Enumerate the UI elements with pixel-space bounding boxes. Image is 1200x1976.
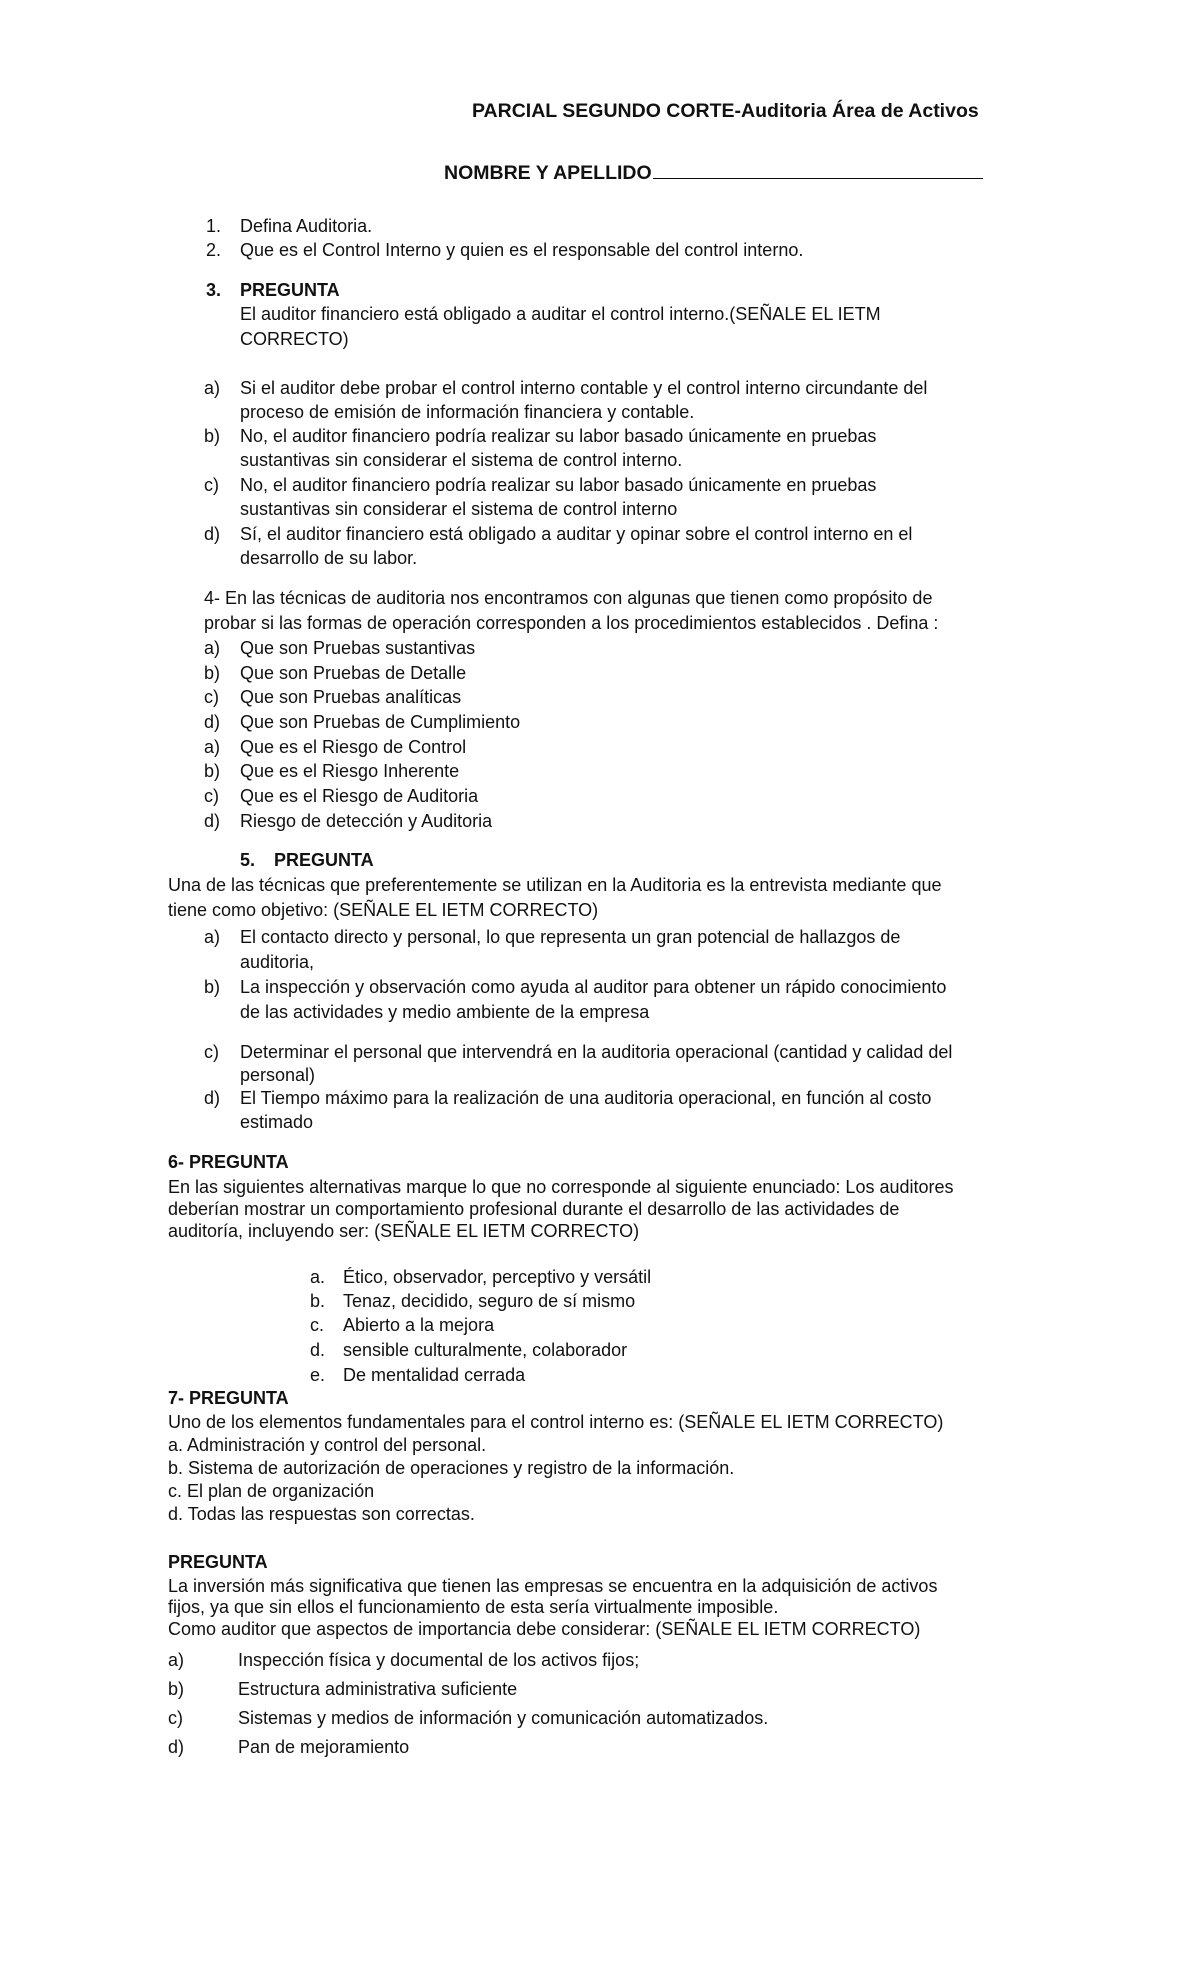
q3-option-letter: b): [204, 426, 221, 446]
q8-option-letter: c): [168, 1708, 183, 1728]
q5-option-line: de las actividades y medio ambiente de la empresa: [240, 1002, 650, 1022]
q3-number: 3.: [206, 280, 222, 300]
q4-item-letter: a): [204, 638, 221, 658]
q6-option-letter: a.: [310, 1267, 326, 1287]
q5-option-line: El contacto directo y personal, lo que representa un gran potencial de hallazgos de: [240, 927, 901, 947]
q5-number: 5.: [240, 850, 256, 870]
q7-stem: Uno de los elementos fundamentales para el control interno es: (SEÑALE EL IETM CORRECTO): [168, 1412, 944, 1432]
q3-option-letter: c): [204, 475, 219, 495]
q4-item-letter: a): [204, 737, 221, 757]
q4-item-letter: d): [204, 811, 221, 831]
q8-option-text: Inspección física y documental de los activos fijos;: [238, 1650, 640, 1670]
q3-option-line: No, el auditor financiero podría realizar su labor basado únicamente en pruebas: [240, 475, 877, 495]
q6-option-text: sensible culturalmente, colaborador: [343, 1340, 628, 1360]
q5-option-line: Determinar el personal que intervendrá en la auditoria operacional (cantidad y calidad del: [240, 1042, 953, 1062]
q4-stem-line: 4- En las técnicas de auditoria nos encontramos con algunas que tienen como propósito de: [204, 588, 933, 608]
q6-option-text: De mentalidad cerrada: [343, 1365, 526, 1385]
q4-item-text: Riesgo de detección y Auditoria: [240, 811, 493, 831]
q6-stem-line: deberían mostrar un comportamiento profesional durante el desarrollo de las actividades de: [168, 1199, 900, 1219]
q7-option: c. El plan de organización: [168, 1481, 375, 1501]
q4-item-letter: c): [204, 687, 219, 707]
q5-option-letter: c): [204, 1042, 219, 1062]
q5-option-line: El Tiempo máximo para la realización de una auditoria operacional, en función al costo: [240, 1088, 932, 1108]
q5-stem-line: Una de las técnicas que preferentemente se utilizan en la Auditoria es la entrevista mediante que: [168, 875, 942, 895]
q6-option-letter: d.: [310, 1340, 326, 1360]
q8-stem-line: Como auditor que aspectos de importancia debe considerar: (SEÑALE EL IETM CORRECTO): [168, 1619, 921, 1639]
q4-item-text: Que es el Riesgo de Auditoria: [240, 786, 479, 806]
q7-option: a. Administración y control del personal.: [168, 1435, 487, 1455]
q8-option-letter: d): [168, 1737, 185, 1757]
q7-option: d. Todas las respuestas son correctas.: [168, 1504, 475, 1524]
q3-heading: PREGUNTA: [240, 280, 340, 300]
q6-option-text: Tenaz, decidido, seguro de sí mismo: [343, 1291, 636, 1311]
q8-option-text: Sistemas y medios de información y comunicación automatizados.: [238, 1708, 769, 1728]
q8-option-letter: b): [168, 1679, 185, 1699]
q5-heading: PREGUNTA: [274, 850, 374, 870]
q3-stem-line: El auditor financiero está obligado a auditar el control interno.(SEÑALE EL IETM: [240, 304, 881, 324]
q3-option-line: Sí, el auditor financiero está obligado a auditar y opinar sobre el control interno en el: [240, 524, 913, 544]
q4-item-text: Que es el Riesgo Inherente: [240, 761, 460, 781]
q4-item-text: Que son Pruebas sustantivas: [240, 638, 476, 658]
q4-item-text: Que son Pruebas de Detalle: [240, 663, 467, 683]
q4-stem-line: probar si las formas de operación corresponden a los procedimientos establecidos . Defina :: [204, 613, 939, 633]
q3-option-letter: a): [204, 378, 221, 398]
q3-option-letter: d): [204, 524, 221, 544]
q6-stem-line: auditoría, incluyendo ser: (SEÑALE EL IETM CORRECTO): [168, 1221, 640, 1241]
q2-text: Que es el Control Interno y quien es el responsable del control interno.: [240, 240, 804, 260]
q8-option-text: Estructura administrativa suficiente: [238, 1679, 518, 1699]
q6-option-letter: c.: [310, 1315, 325, 1335]
q7-option: b. Sistema de autorización de operaciones y registro de la información.: [168, 1458, 735, 1478]
name-line: [444, 158, 983, 186]
q8-option-letter: a): [168, 1650, 185, 1670]
q3-option-line: proceso de emisión de información financiera y contable.: [240, 402, 695, 422]
q6-option-text: Ético, observador, perceptivo y versátil: [343, 1267, 652, 1287]
name-blank: [653, 158, 983, 179]
q6-option-text: Abierto a la mejora: [343, 1315, 495, 1335]
q5-option-letter: a): [204, 927, 221, 947]
q6-option-letter: b.: [310, 1291, 326, 1311]
q3-option-line: No, el auditor financiero podría realizar su labor basado únicamente en pruebas: [240, 426, 877, 446]
q5-option-line: La inspección y observación como ayuda al auditor para obtener un rápido conocimiento: [240, 977, 947, 997]
q8-heading: PREGUNTA: [168, 1552, 268, 1572]
q4-item-letter: b): [204, 761, 221, 781]
q5-option-line: estimado: [240, 1112, 314, 1132]
q4-item-text: Que son Pruebas de Cumplimiento: [240, 712, 521, 732]
q3-option-line: Si el auditor debe probar el control interno contable y el control interno circundante del: [240, 378, 928, 398]
q5-stem-line: tiene como objetivo: (SEÑALE EL IETM CORRECTO): [168, 900, 599, 920]
q3-option-line: sustantivas sin considerar el sistema de control interno.: [240, 450, 683, 470]
q5-option-line: auditoria,: [240, 952, 315, 972]
q3-stem-line: CORRECTO): [240, 329, 349, 349]
q4-item-letter: c): [204, 786, 219, 806]
q7-heading: 7- PREGUNTA: [168, 1388, 289, 1408]
q6-stem-line: En las siguientes alternativas marque lo que no corresponde al siguiente enunciado: Los auditores: [168, 1177, 954, 1197]
q5-option-letter: b): [204, 977, 221, 997]
q3-option-line: desarrollo de su labor.: [240, 548, 418, 568]
q1-text: Defina Auditoria.: [240, 216, 373, 236]
q4-item-text: Que son Pruebas analíticas: [240, 687, 462, 707]
q3-option-line: sustantivas sin considerar el sistema de control interno: [240, 499, 678, 519]
q1-number: 1.: [206, 216, 222, 236]
q5-option-line: personal): [240, 1065, 316, 1085]
q4-item-text: Que es el Riesgo de Control: [240, 737, 467, 757]
q4-item-letter: d): [204, 712, 221, 732]
q8-option-text: Pan de mejoramiento: [238, 1737, 410, 1757]
q5-option-letter: d): [204, 1088, 221, 1108]
q8-stem-line: La inversión más significativa que tienen las empresas se encuentra en la adquisición de activos: [168, 1576, 938, 1596]
q8-stem-line: fijos, ya que sin ellos el funcionamiento de esta sería virtualmente imposible.: [168, 1597, 779, 1617]
q6-heading: 6- PREGUNTA: [168, 1152, 289, 1172]
q2-number: 2.: [206, 240, 222, 260]
q6-option-letter: e.: [310, 1365, 326, 1385]
exam-title: PARCIAL SEGUNDO CORTE-Auditoria Área de Activos: [472, 100, 979, 122]
q4-item-letter: b): [204, 663, 221, 683]
name-label: NOMBRE Y APELLIDO: [444, 162, 652, 184]
